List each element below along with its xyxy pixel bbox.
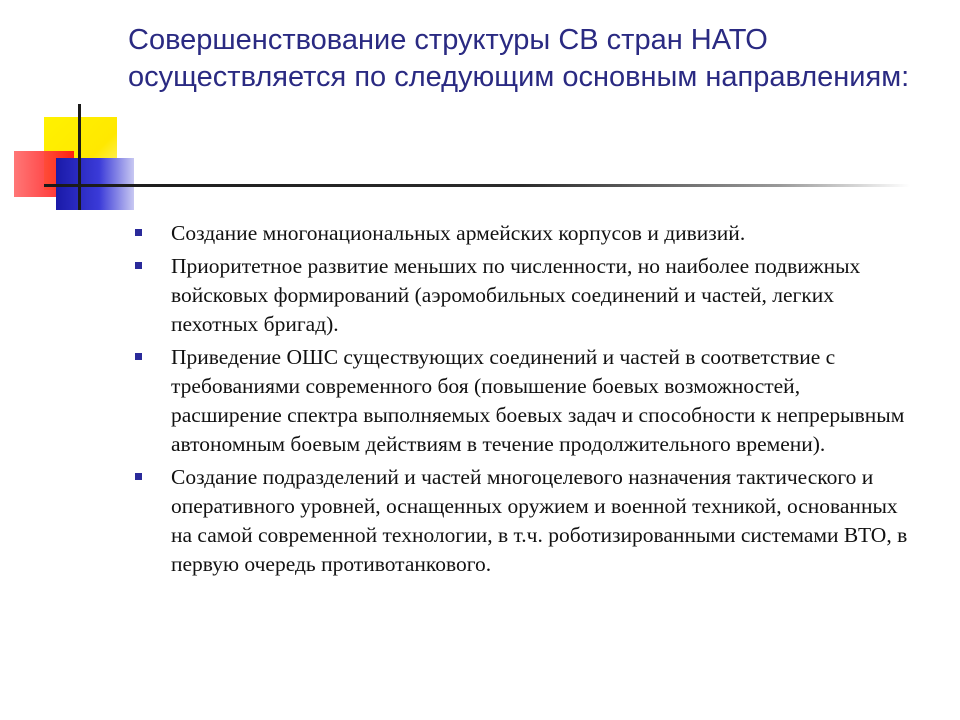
slide-title: Совершенствование структуры СВ стран НАТО осуществляется по следующим основным направлениям: [128, 24, 910, 93]
square-bullet-icon [135, 353, 142, 360]
bullet-text: Приведение ОШС существующих соединений и частей в соответствие с требованиями современного боя (повышение боевых возможностей, расширение спектра выполняемых боевых задач и способности к непрерывным автономным боевым действиям в течение продолжительного времени). [171, 345, 905, 456]
square-bullet-icon [135, 262, 142, 269]
square-bullet-icon [135, 473, 142, 480]
bullet-text: Создание многонациональных армейских корпусов и дивизий. [171, 221, 746, 245]
bullet-item [133, 343, 913, 459]
bullet-text: Создание подразделений и частей многоцелевого назначения тактического и оперативного уровней, оснащенных оружием и военной техникой, основанных на самой современной технологии, в т.ч. роботизированными системами ВТО, в первую очередь противотанкового. [171, 465, 908, 576]
bullet-item [133, 252, 913, 339]
bullet-list [133, 219, 913, 583]
square-bullet-icon [135, 229, 142, 236]
bullet-text: Приоритетное развитие меньших по численности, но наиболее подвижных войсковых формирований (аэромобильных соединений и частей, легких пехотных бригад). [171, 254, 861, 336]
bullet-item [133, 463, 913, 579]
title-underline [44, 184, 910, 187]
decor-vertical-line [78, 104, 81, 210]
bullet-item [133, 219, 913, 248]
